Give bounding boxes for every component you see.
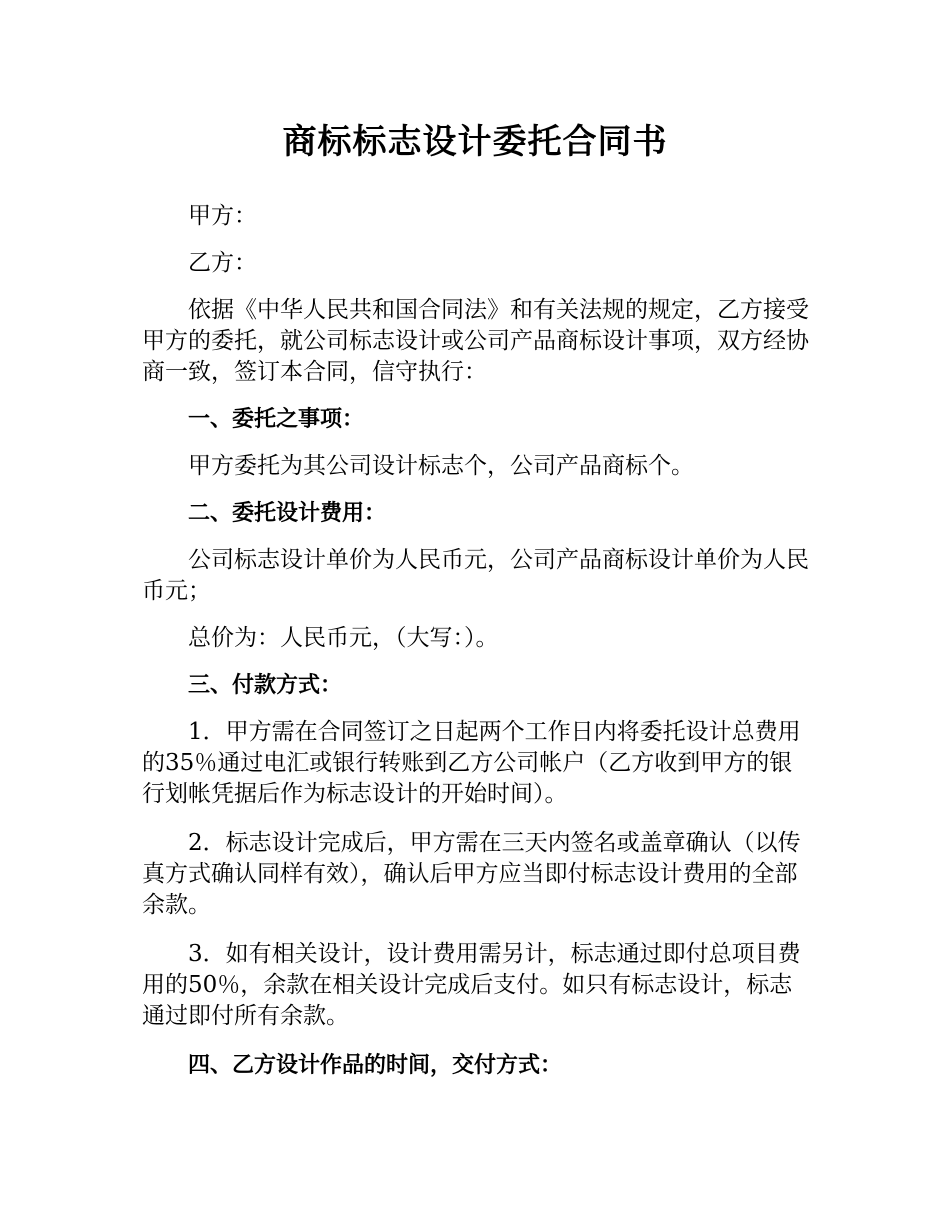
document-title: 商标标志设计委托合同书 <box>282 122 668 162</box>
section-heading-1: 一、委托之事项： <box>188 407 365 432</box>
document-body <box>142 201 814 1081</box>
intro-paragraph: 依据《中华人民共和国合同法》和有关法规的规定，乙方接受甲方的委托，就公司标志设计或公司产品商标设计事项，双方经协商一致，签订本合同，信守执行： <box>142 297 809 385</box>
section-3-paragraph-3: 3．如有相关设计，设计费用需另计，标志通过即付总项目费用的50％，余款在相关设计完成后支付。如只有标志设计，标志通过即付所有余款。 <box>142 941 801 1029</box>
section-2-paragraph-1: 公司标志设计单价为人民币元，公司产品商标设计单价为人民币元； <box>142 547 809 604</box>
party-b-line: 乙方： <box>188 250 257 276</box>
section-heading-3: 三、付款方式： <box>188 673 343 698</box>
section-2-paragraph-2: 总价为：人民币元，（大写：）。 <box>188 625 499 651</box>
section-3-paragraph-1: 1．甲方需在合同签订之日起两个工作日内将委托设计总费用的35％通过电汇或银行转账到乙方公司帐户（乙方收到甲方的银行划帐凭据后作为标志设计的开始时间）。 <box>142 719 801 807</box>
section-3-paragraph-2: 2．标志设计完成后，甲方需在三天内签名或盖章确认（以传真方式确认同样有效），确认后甲方应当即付标志设计费用的全部余款。 <box>142 830 801 918</box>
section-1-paragraph-1: 甲方委托为其公司设计标志个，公司产品商标个。 <box>188 453 694 479</box>
section-heading-4: 四、乙方设计作品的时间，交付方式： <box>188 1053 563 1078</box>
section-heading-2: 二、委托设计费用： <box>188 501 387 526</box>
party-a-line: 甲方： <box>188 203 257 229</box>
